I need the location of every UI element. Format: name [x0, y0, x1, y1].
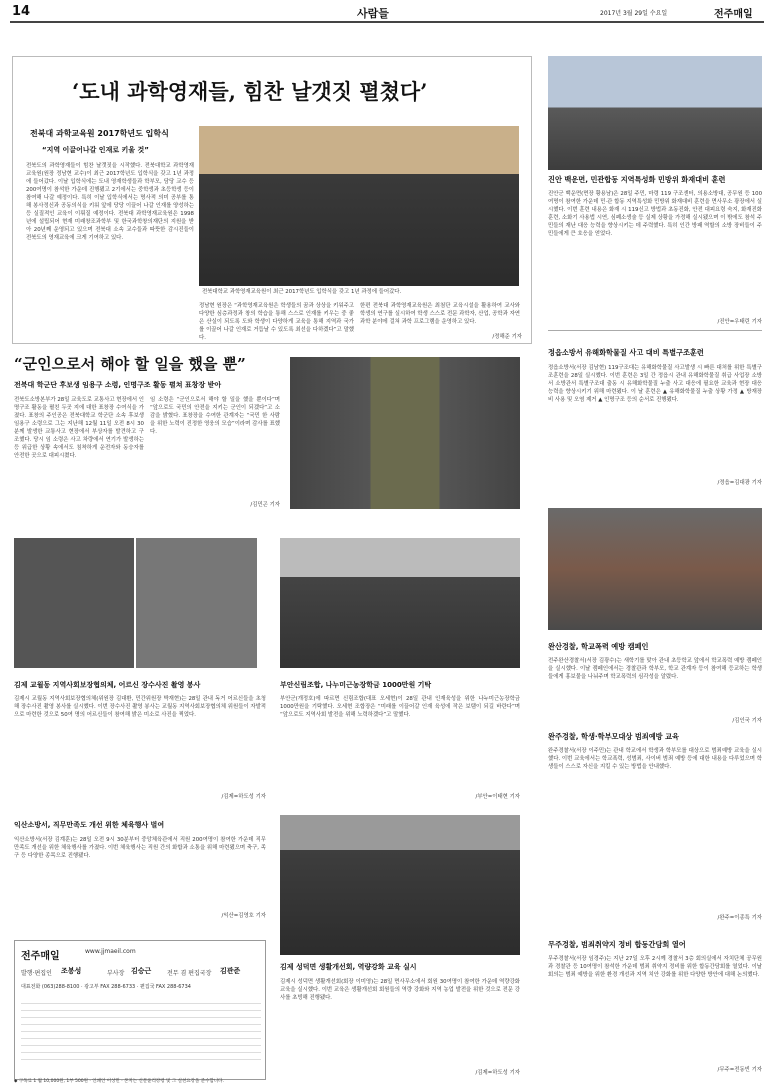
gimje2-photo [280, 815, 520, 955]
wansan-credit: /김인국 기자 [732, 718, 762, 724]
directory-grid [21, 997, 261, 1061]
soldier-photo [290, 357, 520, 509]
issue-date: 2017년 3월 29일 수요일 [600, 10, 668, 17]
editor-name: 김관준 [220, 967, 241, 975]
lead-subhead: “지역 이끌어나갈 인재로 키울 것” [42, 146, 149, 154]
gimje-title: 김제 교월동 지역사회보장협의체, 어르신 장수사진 촬영 봉사 [14, 681, 201, 689]
jinan-title: 진안 백운면, 민관합동 지역특성화 민방위 화재대비 훈련 [548, 175, 726, 184]
gimje2-body: 김제시 성덕면 생활개선회(회장 이미영)는 28일 면사무소에서 회원 30여명이 참여한 가운데 역량강화 교육을 실시했다. 이번 교육은 생활개선회 회원들의 역량 강화와 지역 농업 발전을 위한 것으로 전문 강사를 초빙해 진행됐다. [280, 979, 520, 1001]
masthead-logo: 전주매일 [714, 9, 753, 20]
iksan-body: 익산소방서(서장 김계훈)는 28일 오전 9시 30분부터 중앙체육관에서 직원 200여명이 참여한 가운데 직무만족도 개선을 위한 체육행사를 가졌다. 이번 체육행사는 직원 간의 화합과 소통을 위해 마련됐으며 축구, 족구 등 다양한 종목으로 진행됐다. [14, 837, 266, 859]
masthead-box [14, 940, 266, 1080]
masthead-footer: ◆ 구독료 1 월 10,000원, 1부 500원 · 인쇄인 이상민 · 본지는 신문윤리강령 및 그 실천요강을 준수합니다. [14, 1079, 224, 1084]
lead-title: ‘도내 과학영재들, 힘찬 날갯짓 펼쳤다’ [72, 79, 428, 104]
lead-article [12, 56, 532, 346]
lead-kicker: 전북대 과학교육원 2017학년도 입학식 [30, 129, 169, 138]
wansan-photo [548, 508, 762, 630]
lead-col3: 한편 전북대 과학영재교육원은 최첨단 교육시설을 활용하여 교사와 학생의 연구를 실시하여 학생 스스로 전문 과학자, 산업, 공학과 자연과학 분야에 걸쳐 과학 프로그램을 운영하고 있다. [360, 303, 520, 325]
muju-credit: /무주=전동빈 기자 [717, 1067, 762, 1073]
gimje-body: 김제시 교월동 지역사회보장협의체(위원장 김대환, 민간위원장 박재현)는 28일 관내 독거 어르신들을 초청해 장수사진 촬영 봉사를 실시했다. 이번 장수사진 촬영 봉사는 교월동 지역사회보장협의체 위원들이 자발적으로 마련한 것으로 50여 명의 어르신들이 참여해 밝은 미소로 사진을 찍었다. [14, 696, 266, 718]
iksan-credit: /익산=김영호 기자 [221, 913, 266, 919]
jeongeup-credit: /정읍=김대광 기자 [717, 480, 762, 486]
iksan-title: 익산소방서, 직무만족도 개선 위한 체육행사 벌여 [14, 821, 165, 829]
editor-label: 전무 겸 편집국장 [167, 970, 212, 977]
gimje-photo-1 [14, 538, 134, 668]
buan-title: 부안신림조합, 나누미근농장학금 1000만원 기탁 [280, 681, 432, 689]
lead-photo [199, 126, 519, 286]
wansan-body: 전주완산경찰서(서장 김광수)는 새학기를 맞아 관내 초등학교 앞에서 학교폭력 예방 캠페인을 실시했다. 이날 캠페인에서는 경찰관과 학부모, 학교 관계자 등이 참여해 등교하는 학생들에게 홍보물을 나눠주며 학교폭력의 심각성을 알렸다. [548, 658, 762, 680]
lead-col1: 전북도의 과학영재들이 힘찬 날갯짓을 시작했다. 전북대학교 과학영재교육원(원장 정남현 교수)이 최근 2017학년도 입학식을 갖고 1년 과정에 들어갔다. 이날 입학식에는 도내 영재학생들과 학부모, 담당 교수 등 200여명이 참석한 가운데 진행됐고 2기에서는 중학생과 초등학생 등이 참여해 나갈 예정이다. 특히 이날 입학식에서는 명사적 의미 공부를 통해 봉사정신과 공동의식을 키워 앞에 당당 이끌어 나갈 인재를 양성하는 등 실질적인 교육이 이뤄질 예정이다. 전북대 과학영재교육원은 1998년에 설립되어 현재 미래창조과학부 및 한국과학창의재단의 지원을 받아 20년째 운영되고 있으며 전북대 소속 교수들과 따뜻한 감시진들이 전북도의 영재교육에 크게 기여하고 있다. [26, 163, 194, 241]
vice-name: 김승근 [131, 967, 152, 975]
jinan-body: 진안군 백운면(면장 황용남)은 28일 주민, 마령 119 구조센터, 의용소방대, 공무원 등 100여명이 참여한 가운데 민·관 합동 지역특성화 민방위 화재대비 훈련을 면사무소 광장에서 실시했다. 이번 훈련 내용은 화재 시 119신고 방법과 초동진화, 안전 대피요령 숙지, 화재진화훈련, 소화기 사용법 시연, 심폐소생술 등 실제 상황을 가정해 실시됐으며 이 밖에도 참석 주민들의 재난 대응 능력을 향상시키는 데 주력했다. 특히 인간 방패 역할의 소방 장비들이 주민들에게 큰 호응을 얻었다. [548, 191, 762, 237]
buan-body: 부안군(개정호)에 따르면 신림조합(대표 오세현)이 28일 관내 인재육성을 위한 나누미근농장학금 1000만원을 기탁했다. 오세현 조합장은 “미래를 이끌어갈 인재 육성에 작은 보탬이 되길 바란다”며 “앞으로도 지역사회 발전을 위해 노력하겠다”고 말했다. [280, 696, 520, 718]
header-rule [10, 21, 764, 23]
publisher-label: 발행·편집인 [21, 970, 52, 977]
jeongeup-title: 정읍소방서 유해화학물질 사고 대비 특별구조훈련 [548, 348, 704, 357]
jinan-credit: /진안=우태린 기자 [717, 319, 762, 325]
jeongeup-body: 정읍소방서(서장 김남현) 119구조대는 유해화학물질 사고발생 시 빠른 대처를 위한 특별구조훈련을 28일 실시했다. 이번 훈련은 3일 간 정읍시 관내 유해화학물질 취급 사업장 소방서 소방관서 특별구조대 출동 시 유해화학물질 누출 사고 대응에 필요한 교육과 현장 대응 능력을 향상시키기 위해 마련됐다. 이 날 훈련은 ▲ 유해화학물질 누출 상황 가정 ▲ 방재장비 사용 및 오염 제거 ▲ 인명구조 등의 순서로 진행됐다. [548, 365, 762, 403]
soldier-col2: 임 소령은 “군인으로서 해야 할 일을 했을 뿐이다”며 “앞으로도 국민의 안전을 지키는 군인이 되겠다”고 소감을 밝혔다. 표창장을 수여한 관계자는 “국민 한 사람을 위한 노력이 진정한 영웅의 모습”이라며 감사를 표했다. [150, 397, 280, 435]
jinan-photo [548, 56, 762, 170]
soldier-title: “군인으로서 해야 할 일을 했을 뿐” [14, 355, 246, 373]
wansan-title: 완산경찰, 학교폭력 예방 캠페인 [548, 642, 649, 651]
lead-col2: 정남현 원장은 “과학영재교육원은 학생들의 꿈과 상상을 키워주고 다양한 심층과정과 창의 학습을 통해 스스로 인재를 키우는 중 좋은 산실이 되도록 도와 학생이 다양하게 교육을 통해 지역과 국가를 이끌어 나갈 인재로 거듭날 수 있도록 최선을 다하겠다”고 말했다. [199, 303, 354, 340]
wanju-body: 완주경찰서(서장 이주민)는 관내 학교에서 학생과 학부모를 대상으로 범죄예방 교육을 실시했다. 이번 교육에서는 학교폭력, 성범죄, 사이버 범죄 예방 등에 대한 내용을 다루었으며 학생들이 스스로 자신을 지킬 수 있는 방법을 안내했다. [548, 748, 762, 770]
page-header [0, 0, 774, 22]
vice-label: 부사장 [107, 970, 125, 977]
gimje2-credit: /김제=하도성 기자 [475, 1070, 520, 1076]
lead-caption: 전북대학교 과학영재교육원이 최근 2017학년도 입학식을 갖고 1년 과정에 들어갔다. [202, 289, 402, 295]
wanju-credit: /완주=이종특 기자 [717, 915, 762, 921]
buan-credit: /부안=이태현 기자 [475, 794, 520, 800]
page-number: 14 [12, 4, 31, 19]
section-title: 사람들 [357, 7, 389, 20]
soldier-col1: 전북도소방본부가 28일 교육도로 교통사고 현장에서 인명구조 활동을 펼친 두곳 지에 대한 표창장 수여식을 가졌다. 표창의 주인공은 전북대학교 학군단 소속 후보생 임용구 소령으로 그는 지난해 12월 11일 오전 8시 30분께 발생한 교통사고 현장에서 부상자를 발견하고 구조했다. 당시 임 소령은 사고 차량에서 연기가 발생하는 등 위급한 상황 속에서도 침착하게 운전자와 동승자를 안전한 곳으로 대피시켰다. [14, 397, 144, 459]
publisher-name: 조봉성 [61, 967, 82, 975]
soldier-credit: /김민곤 기자 [250, 502, 280, 508]
gimje-credit: /김제=하도성 기자 [221, 794, 266, 800]
divider [548, 330, 762, 331]
gimje2-title: 김제 성덕면 생활개선회, 역량강화 교육 실시 [280, 963, 417, 971]
wanju-title: 완주경찰, 학생·학부모대상 범죄예방 교육 [548, 732, 680, 741]
soldier-kicker: 전북대 학군단 후보생 임용구 소령, 인명구조 활동 펼쳐 표창장 받아 [14, 381, 222, 389]
lead-credit: /정해준 기자 [492, 334, 522, 340]
phone-line: 대표전화 (063)288-8100 · 광고부 FAX 288-6733 · 편집국 FAX 288-6734 [21, 984, 191, 990]
muju-body: 무주경찰서(서장 임경주)는 지난 27일 오후 2시께 경찰서 3층 회의실에서 자치단체 공무원과 경찰관 등 10여명이 참석한 가운데 범죄 취약지 정비를 위한 합동간담회를 열었다. 이날 회의는 범죄 예방을 위한 환경 개선과 지역 치안 강화를 위한 다양한 방안에 대해 논의했다. [548, 956, 762, 978]
muju-title: 무주경찰, 범죄취약지 정비 합동간담회 열어 [548, 940, 686, 949]
masthead-url: www.jjmaeil.com [85, 948, 136, 955]
buan-photo [280, 538, 520, 668]
gimje-photo-2 [136, 538, 257, 668]
masthead-name: 전주매일 [21, 951, 60, 962]
